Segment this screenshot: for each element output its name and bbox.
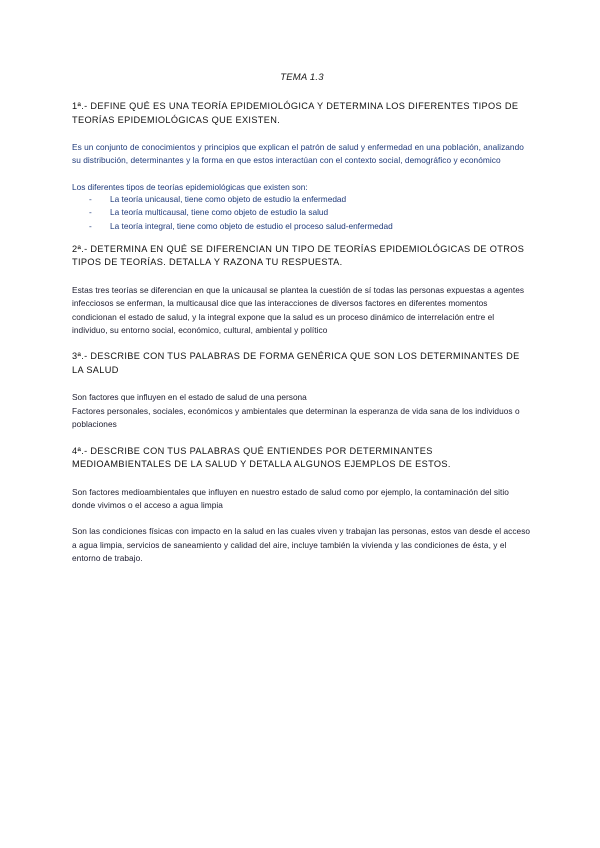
list-item-text: La teoría multicausal, tiene como objeto de estudio la salud [110, 207, 329, 218]
answer-4-paragraph-2: Son las condiciones físicas con impacto en la salud en las cuales viven y trabajan las personas, estos van desde el acceso a agua limpia, servicios de saneamiento y calidad del aire, incluye también la vivienda y las condiciones de ésta, y el entorno de trabajo. [72, 526, 531, 564]
list-item [72, 193, 532, 206]
answer-2: Estas tres teorías se diferencian en que la unicausal se plantea la cuestión de sí todas las personas expuestas a agentes infecciosos se enferman, la multicausal dice que las interacciones de diversos factores en diferentes momentos condicionan el estado de salud, y la integral expone que la salud es un proceso dinámico de interrelación entre el individuo, su entorno social, económico, cultural, ambiental y político [72, 284, 525, 336]
list-item-text: La teoría integral, tiene como objeto de estudio el proceso salud-enfermedad [110, 220, 393, 231]
answer-1: Es un conjunto de conocimientos y principios que explican el patrón de salud y enfermedad en una población, analizando su distribución, determinantes y la forma en que estos interactúan con el contexto social, demográfico y económico [72, 142, 524, 166]
list-item [72, 220, 532, 233]
answer-3-line-2: Factores personales, sociales, económicos y ambientales que determinan la esperanza de vida sana de los individuos o poblaciones [72, 405, 520, 430]
document-content [72, 72, 532, 579]
answer-4-paragraph-1: Son factores medioambientales que influyen en nuestro estado de salud como por ejemplo, la contaminación del sitio donde vivimos o el acceso a agua limpia [72, 486, 509, 511]
question-2: 2ª.- DETERMINA EN QUÉ SE DIFERENCIAN UN TIPO DE TEORÍAS EPIDEMIOLÓGICAS DE OTROS TIPOS DE TEORÍAS. DETALLA Y RAZONA TU RESPUESTA. [72, 243, 525, 268]
document-title: TEMA 1.3 [280, 72, 324, 83]
dash-bullet: - [89, 194, 92, 205]
theory-types-list [72, 193, 532, 233]
question-4: 4ª.- DESCRIBE CON TUS PALABRAS QUÉ ENTIENDES POR DETERMINANTES MEDIOAMBIENTALES DE LA SALUD Y DETALLA ALGUNOS EJEMPLOS DE ESTOS. [72, 445, 451, 470]
list-item [72, 206, 532, 219]
list-item-text: La teoría unicausal, tiene como objeto de estudio la enfermedad [110, 194, 347, 205]
question-1: 1ª.- DEFINE QUÉ ES UNA TEORÍA EPIDEMIOLÓGICA Y DETERMINA LOS DIFERENTES TIPOS DE TEORÍAS EPIDEMIOLÓGICAS QUE EXISTEN. [72, 101, 519, 125]
dash-bullet: - [89, 220, 92, 231]
answer-3-line-1: Son factores que influyen en el estado de salud de una persona [72, 392, 307, 403]
question-3: 3ª.- DESCRIBE CON TUS PALABRAS DE FORMA GENÉRICA QUE SON LOS DETERMINANTES DE LA SALUD [72, 351, 520, 375]
answer-1-list-intro: Los diferentes tipos de teorías epidemiológicas que existen son: [72, 181, 308, 192]
dash-bullet: - [89, 207, 92, 218]
